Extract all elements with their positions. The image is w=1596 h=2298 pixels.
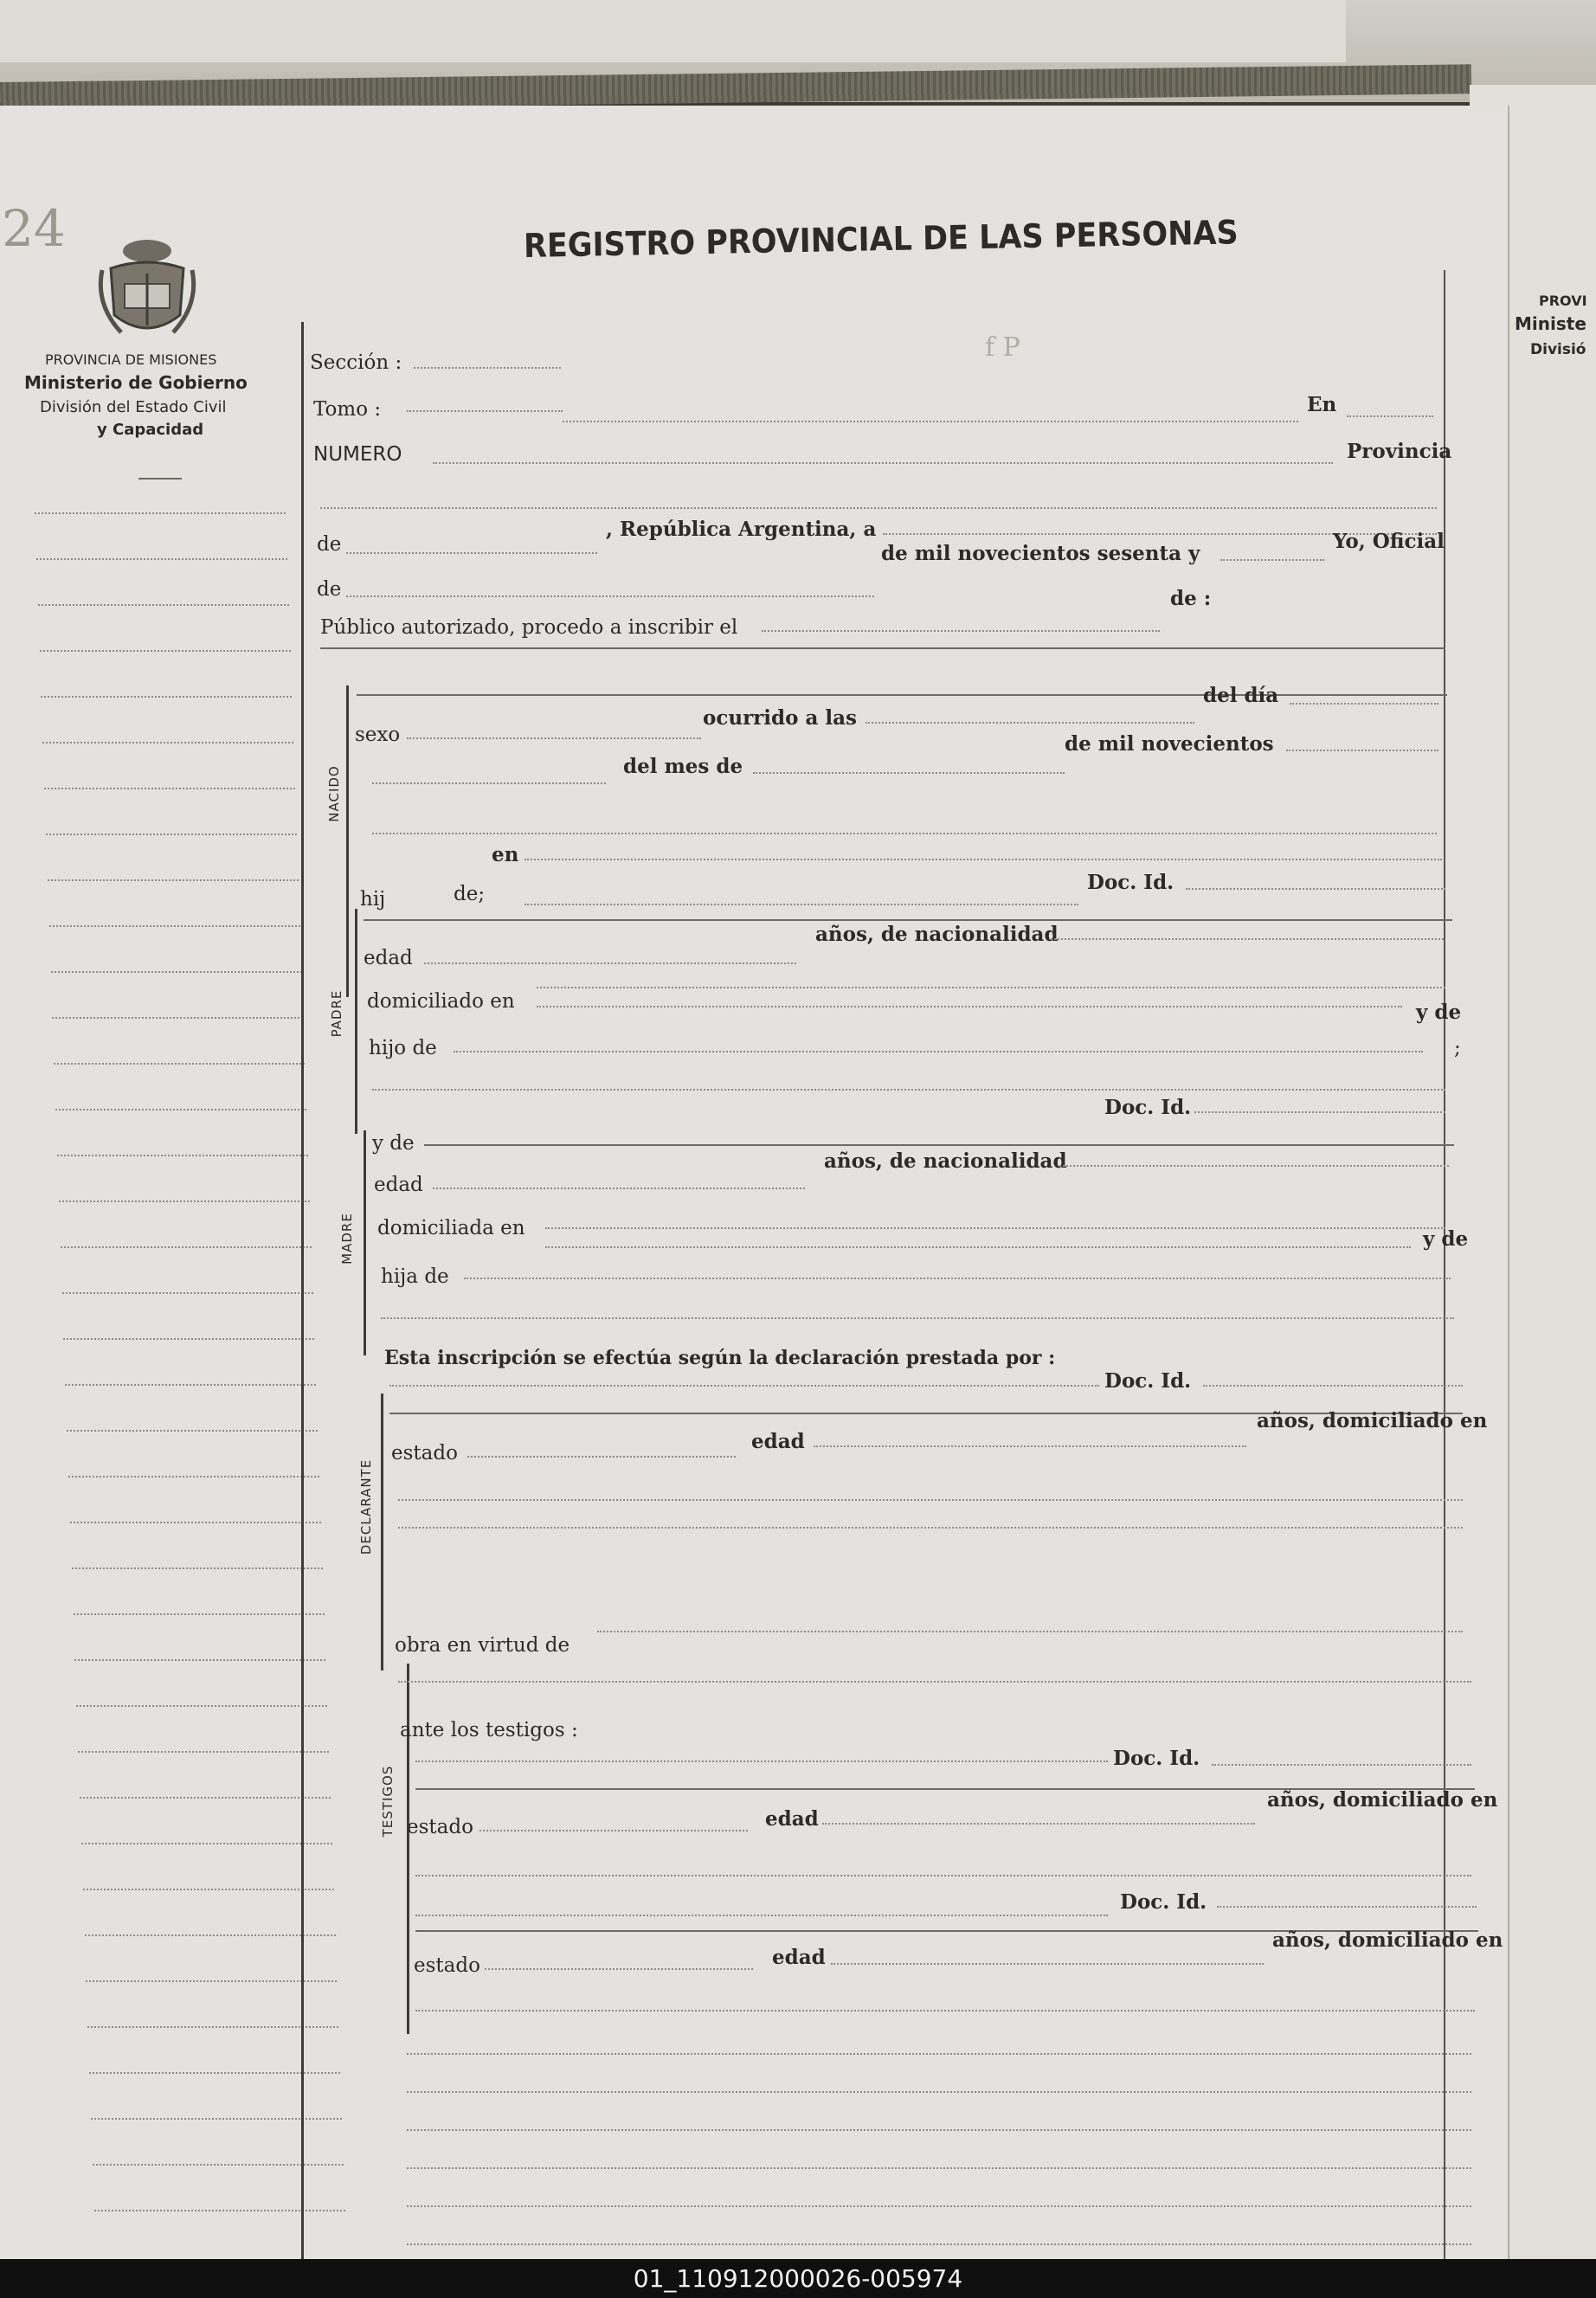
label-obra: obra en virtud de [395,1634,570,1657]
field-edad-t2[interactable] [831,1963,1264,1965]
faint-mark: f P [985,332,1020,363]
field-testigo-1[interactable] [415,1761,1108,1762]
field-sexo[interactable] [407,737,701,739]
field-edad-t1[interactable] [822,1823,1255,1825]
section-testigos: TESTIGOS [380,1765,396,1838]
label-en: En [1307,393,1337,416]
left-ruled-line [49,925,300,927]
field-domicilio-t2[interactable] [415,2010,1475,2012]
label-edad-t1: edad [765,1807,819,1831]
label-seccion: Sección : [310,351,402,374]
bottom-ruled-line[interactable] [407,2091,1471,2093]
left-ruled-line [42,742,293,743]
field-en-line[interactable] [563,421,1298,422]
label-edad-padre: edad [364,947,413,969]
field-domicilio-padre-2[interactable] [537,987,1445,988]
left-ruled-line [48,879,299,881]
field-doc-2[interactable] [1194,1111,1445,1113]
bottom-ruled-line[interactable] [407,2243,1471,2245]
label-yo-oficial: Yo, Oficial [1333,530,1445,553]
field-estado-t1[interactable] [479,1830,748,1831]
header-division: División del Estado Civil [40,398,227,416]
header-underline [138,478,182,480]
left-ruled-line [70,1522,321,1523]
field-doc-4[interactable] [1212,1764,1471,1766]
field-doc-1[interactable] [1186,888,1445,890]
left-ruled-line [57,1155,308,1156]
left-ruled-line [38,604,289,606]
rule-nacido-bottom [364,919,1452,921]
next-page-line2: Ministe [1515,313,1586,334]
left-ruled-line [72,1567,323,1569]
page-title: REGISTRO PROVINCIAL DE LAS PERSONAS [523,213,1239,265]
field-edad-decl[interactable] [814,1445,1246,1447]
padre-bracket [355,909,357,1134]
left-ruled-line [52,1017,303,1019]
rule-madre-top [424,1144,1454,1146]
field-edad-madre[interactable] [433,1188,805,1189]
bottom-ruled-line[interactable] [407,2129,1471,2131]
field-hora[interactable] [866,722,1194,724]
left-ruled-line [36,558,287,560]
label-del-mes: del mes de [623,755,743,778]
left-ruled-line [86,1980,337,1982]
label-de-1: de [317,533,342,556]
label-publico: Público autorizado, procedo a inscribir el [320,616,738,639]
left-ruled-line [63,1338,314,1340]
field-hijo-de[interactable] [524,904,1078,905]
section-declarante: DECLARANTE [358,1458,374,1555]
label-hij: hij [360,888,386,911]
field-hija-de[interactable] [464,1278,1451,1279]
previous-sheet-edge [0,0,1346,62]
right-vertical-rule [1444,270,1445,2259]
left-ruled-line [46,834,297,835]
left-ruled-line [68,1476,319,1477]
left-ruled-line [35,512,286,514]
header-ministry: Ministerio de Gobierno [24,372,248,393]
field-padre-line[interactable] [372,1089,1445,1091]
field-edad-padre[interactable] [424,962,796,964]
field-domicilio-madre-2[interactable] [545,1246,1411,1248]
left-ruled-line [59,1200,310,1202]
field-anio[interactable] [1286,750,1438,751]
left-ruled-line [61,1246,312,1248]
label-de-2: de [317,578,342,601]
field-testigo-2[interactable] [415,1915,1108,1916]
section-madre: MADRE [339,1213,355,1265]
left-ruled-line [44,788,295,789]
form-page [0,106,1509,2259]
label-y-de-madre: y de [372,1132,415,1155]
label-hijo-de: hijo de [369,1037,437,1059]
left-ruled-line [65,1384,316,1386]
field-tomo[interactable] [407,410,563,412]
declarante-bracket [381,1394,383,1670]
left-ruled-line [91,2118,342,2120]
field-domicilio-decl[interactable] [398,1499,1463,1501]
field-mes[interactable] [753,772,1065,774]
left-ruled-line [67,1430,318,1432]
field-nacionalidad-padre[interactable] [1051,938,1444,940]
label-doc-id-2: Doc. Id. [1104,1096,1192,1119]
label-hija-de: hija de [381,1265,449,1288]
label-mil-sesenta: de mil novecientos sesenta y [881,542,1200,565]
label-edad-decl: edad [751,1430,805,1453]
field-domicilio-decl-2[interactable] [398,1527,1463,1529]
label-domiciliado: domiciliado en [367,990,515,1013]
field-estado-t2[interactable] [485,1968,753,1970]
header-province: PROVINCIA DE MISIONES [45,351,217,368]
label-anos-madre: años, de nacionalidad [824,1149,1067,1173]
label-doc-id-3: Doc. Id. [1104,1369,1192,1393]
left-ruled-line [74,1659,325,1661]
page-number: 24 [2,199,66,258]
field-nacido-line[interactable] [372,782,606,784]
field-estado-decl[interactable] [467,1456,736,1458]
label-semicolon: ; [1454,1037,1461,1059]
left-ruled-line [76,1705,327,1707]
label-estado-t2: estado [414,1954,480,1977]
left-ruled-line [85,1934,336,1936]
label-y-de-padre: y de [1416,1001,1462,1024]
next-page-line3: Divisió [1530,341,1586,358]
label-doc-id-4: Doc. Id. [1113,1747,1200,1770]
madre-bracket [364,1130,366,1355]
field-lugar[interactable] [524,859,1442,860]
left-ruled-line [55,1109,306,1110]
label-numero: NUMERO [313,443,402,466]
label-doc-id-5: Doc. Id. [1120,1890,1207,1914]
left-ruled-line [74,1613,325,1615]
label-de-colon: de : [1170,587,1212,610]
field-publico[interactable] [762,630,1160,632]
label-sexo: sexo [355,724,401,746]
coat-of-arms-icon [95,235,199,351]
label-edad-madre: edad [374,1174,423,1196]
label-y-de-madre-2: y de [1423,1227,1469,1251]
field-domicilio-t1[interactable] [415,1875,1471,1876]
field-seccion[interactable] [414,367,561,369]
left-ruled-line [78,1751,329,1753]
left-ruled-line [62,1292,313,1294]
field-de-1[interactable] [346,552,597,554]
label-anos-dom-decl: años, domiciliado en [1257,1409,1488,1432]
label-ante-testigos: ante los testigos : [400,1719,578,1741]
label-domiciliada: domiciliada en [377,1217,525,1239]
label-doc-id-1: Doc. Id. [1087,871,1174,894]
field-madre-line[interactable] [381,1317,1454,1319]
field-blank-line[interactable] [320,507,1437,509]
field-hijo-de-padre[interactable] [454,1051,1423,1052]
label-inscripcion: Esta inscripción se efectúa según la declaración prestada por : [384,1347,1056,1369]
rule-nacido-top [357,694,1447,696]
next-page-line1: PROVI [1539,293,1587,309]
bottom-ruled-line[interactable] [407,2167,1471,2169]
label-en-lugar: en [492,843,519,866]
label-estado-t1: estado [407,1816,473,1838]
label-edad-t2: edad [772,1946,826,1969]
section-padre: PADRE [329,989,344,1038]
field-nacido-line-2[interactable] [372,833,1437,834]
left-ruled-line [41,696,292,698]
field-sesenta[interactable] [1220,559,1324,561]
rule-publico [320,647,1445,649]
left-ruled-line [40,650,291,652]
label-ocurrido: ocurrido a las [703,706,857,730]
field-nacionalidad-madre[interactable] [1059,1165,1449,1167]
label-provincia: Provincia [1347,440,1452,463]
left-ruled-line [51,971,302,973]
nacido-bracket [346,686,349,997]
label-mil-novecientos: de mil novecientos [1065,732,1274,756]
label-estado-decl: estado [391,1442,458,1464]
field-doc-5[interactable] [1217,1906,1477,1908]
field-domicilio-madre[interactable] [545,1227,1445,1229]
section-nacido: NACIDO [326,765,342,822]
label-del-dia: del día [1203,684,1279,707]
field-de-2[interactable] [346,595,874,597]
field-en[interactable] [1347,415,1433,417]
label-tomo: Tomo : [313,398,382,421]
field-doc-3[interactable] [1203,1385,1463,1387]
field-declarante[interactable] [389,1385,1099,1387]
main-vertical-rule [301,322,304,2261]
label-republica: , República Argentina, a [606,518,877,541]
left-ruled-line [94,2210,345,2211]
label-anos-padre: años, de nacionalidad [815,923,1059,946]
left-ruled-line [93,2164,344,2166]
label-anos-dom-t2: años, domiciliado en [1272,1928,1503,1952]
bottom-ruled-line[interactable] [407,2205,1471,2207]
left-ruled-line [80,1797,331,1799]
left-ruled-line [81,1843,332,1844]
bottom-ruled-line[interactable] [407,2053,1471,2055]
field-dia[interactable] [1290,703,1438,705]
field-domicilio-padre[interactable] [537,1006,1402,1007]
header-capacity: y Capacidad [97,421,204,439]
footer-id: 01_110912000026-005974 [0,2259,1596,2298]
left-ruled-line [83,1889,334,1890]
field-numero[interactable] [433,462,1333,464]
label-anos-dom-t1: años, domiciliado en [1267,1788,1498,1812]
left-ruled-line [54,1063,305,1065]
field-obra-2[interactable] [398,1681,1471,1683]
label-de-semicolon: de; [454,883,486,905]
field-obra[interactable] [597,1631,1463,1632]
